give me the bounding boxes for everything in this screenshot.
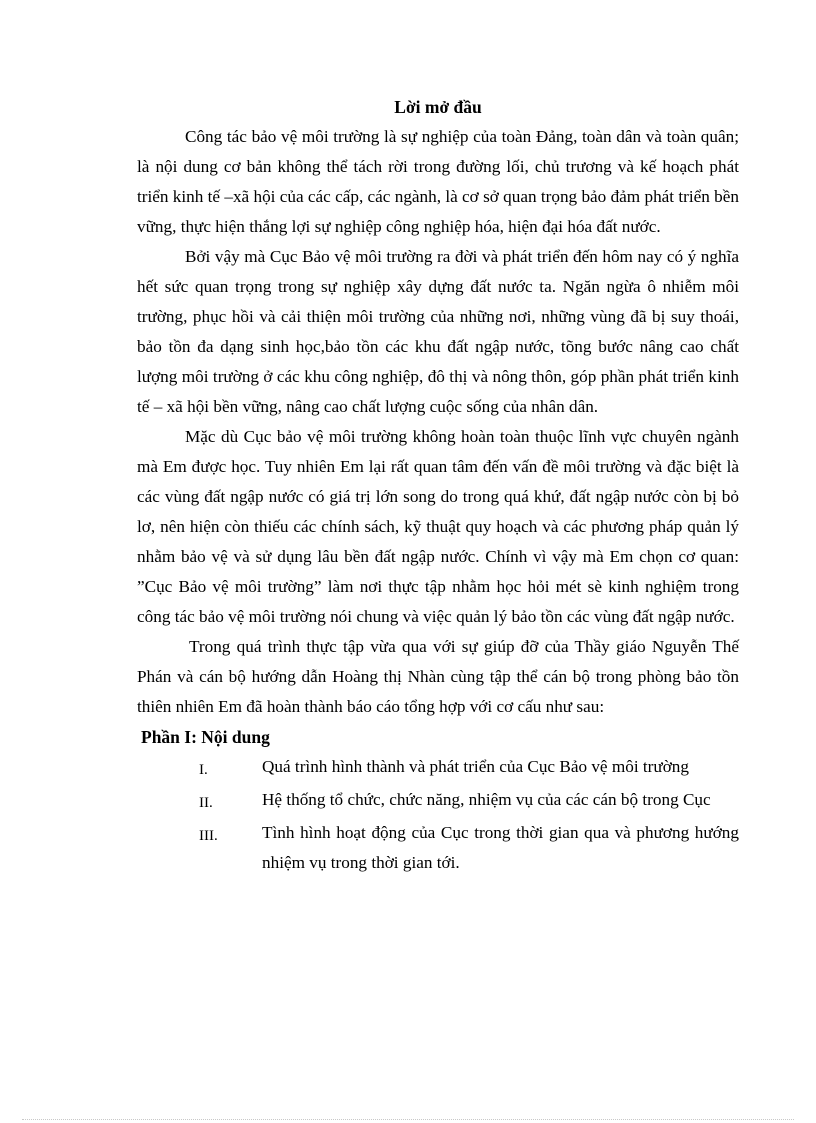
page-bottom-divider [22,1119,794,1120]
list-item [137,818,739,878]
list-item-number: II. [199,795,213,811]
list-item-text: Hệ thống tổ chức, chức năng, nhiệm vụ của các cán bộ trong Cục [262,790,711,809]
paragraph-3: Mặc dù Cục bảo vệ môi trường không hoàn toàn thuộc lĩnh vực chuyên ngành mà Em được học. Tuy nhiên Em lại rất quan tâm đến vấn đề môi trường và đặc biệt là các vùng đất ngập nước có giá trị lớn song do trong quá khứ, đất ngập nước còn bị bỏ lơ, nên hiện còn thiếu các chính sách, kỹ thuật quy hoạch và các phương pháp quản lý nhằm bảo vệ và sử dụng lâu bền đất ngập nước. Chính vì vậy mà Em chọn cơ quan: ”Cục Bảo vệ môi trường” làm nơi thực tập nhằm học hỏi mét sè kinh nghiệm trong công tác bảo vệ môi trường nói chung và việc quản lý bảo tồn các vùng đất ngập nước. [137,427,739,626]
list-item [137,785,739,818]
paragraph-4: Trong quá trình thực tập vừa qua với sự giúp đỡ của Thầy giáo Nguyễn Thế Phán và cán bộ hướng dẫn Hoàng thị Nhàn cùng tập thể cán bộ trong phòng bảo tồn thiên nhiên Em đã hoàn thành báo cáo tổng hợp với cơ cấu như sau: [137,637,739,716]
list-item-number: I. [199,762,208,778]
document-title: Lời mở đầu [394,97,482,117]
list-item [137,752,739,785]
document-body [137,92,739,878]
content-list [137,752,739,878]
section-heading: Phần I: Nội dung [141,727,270,747]
paragraph-2: Bởi vậy mà Cục Bảo vệ môi trường ra đời và phát triển đến hôm nay có ý nghĩa hết sức quan trọng trong sự nghiệp xây dựng đất nước ta. Ngăn ngừa ô nhiễm môi trường, phục hồi và cải thiện môi trường của những nơi, những vùng đã bị suy thoái, bảo tồn đa dạng sinh học,bảo tồn các khu đất ngập nước, tõng bước nâng cao chất lượng môi trường ở các khu công nghiệp, đô thị và nông thôn, góp phần phát triển kinh tế – xã hội bền vững, nâng cao chất lượng cuộc sống của nhân dân. [137,247,739,416]
paragraph-1: Công tác bảo vệ môi trường là sự nghiệp của toàn Đảng, toàn dân và toàn quân; là nội dung cơ bản không thể tách rời trong đường lối, chủ trương và kế hoạch phát triển kinh tế –xã hội của các cấp, các ngành, là cơ sở quan trọng bảo đảm phát triển bền vững, thực hiện thắng lợi sự nghiệp công nghiệp hóa, hiện đại hóa đất nước. [137,127,739,236]
list-item-number: III. [199,828,218,844]
list-item-text: Quá trình hình thành và phát triển của Cục Bảo vệ môi trường [262,757,689,776]
list-item-text: Tình hình hoạt động của Cục trong thời gian qua và phương hướng nhiệm vụ trong thời gian tới. [262,823,739,872]
